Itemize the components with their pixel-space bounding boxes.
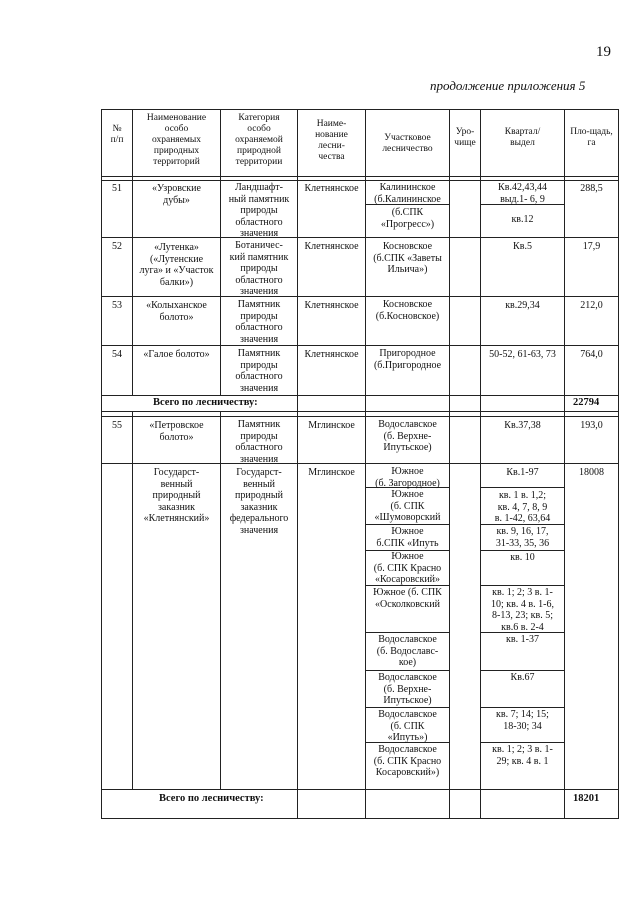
table-row-num: 55: [112, 420, 122, 431]
reserve-block: кв. 1 в. 1,2; кв. 4, 7, 8, 9 в. 1-42, 63,64: [494, 490, 551, 525]
table-row-block: кв.12: [511, 214, 534, 225]
table-row-district: Пригородное (б.Пригородное: [373, 348, 442, 371]
forestry-total-area: 18201: [573, 793, 600, 804]
reserve-forestry: Мглинское: [308, 467, 355, 478]
reserve-category: Государст- венный природный заказник федерального значения: [229, 467, 289, 536]
table-row-block: 50-52, 61-63, 73: [489, 349, 556, 360]
table-row-area: 764,0: [580, 349, 603, 360]
reserve-area: 18008: [579, 467, 604, 478]
reserve-district: Южное (б. СПК «Осколковский: [373, 587, 442, 610]
header-category: Категория особо охраняемой природной территории: [235, 113, 283, 167]
reserve-block: кв. 10: [510, 552, 535, 563]
table-row-category: Памятник природы областного значения: [235, 348, 283, 394]
reserve-district: Южное (б. Загородное): [375, 466, 440, 489]
header-block: Квартал/ выдел: [504, 127, 541, 148]
header-forestry: Наиме- нование лесни- чества: [315, 119, 348, 162]
reserve-district: Водославское (б. Верхне- Ипутьское): [378, 672, 437, 707]
header-tract: Уро- чище: [454, 127, 476, 148]
table-row-block: Кв.37,38: [504, 420, 541, 431]
table-row-name: «Лутенка» («Лутенские луга» и «Участок балки»): [139, 242, 214, 288]
table-row-name: «Галое болото»: [143, 349, 210, 360]
table-row-category: Ботаничес- кий памятник природы областного значения: [229, 240, 289, 298]
forestry-total-label: Всего по лесничеству:: [159, 793, 264, 804]
page-number: 19: [596, 44, 611, 60]
reserve-block: кв. 1; 2; 3 в. 1- 10; кв. 4 в. 1-6, 8-13, 23; кв. 5; кв.6 в. 2-4: [491, 587, 554, 633]
table-row-name: «Узровские дубы»: [152, 183, 201, 206]
header-name: Наименование особо охраняемых природных территорий: [146, 113, 207, 167]
table-row-num: 53: [112, 300, 122, 311]
table-row-district: Косновское (б.Косновское): [375, 299, 440, 322]
header-num: № п/п: [110, 124, 124, 145]
table-row-category: Ландшафт- ный памятник природы областного значения: [228, 182, 290, 240]
table-row-num: 52: [112, 241, 122, 252]
header-area: Пло-щадь, га: [570, 127, 613, 148]
table-row-forestry: Клетнянское: [304, 183, 359, 194]
continuation-caption: продолжение приложения 5: [430, 78, 586, 93]
reserve-district: Водославское (б. Водославс- кое): [376, 634, 439, 669]
table-row-category: Памятник природы областного значения: [235, 419, 283, 465]
table-row-district: (б.СПК «Прогресс»): [380, 207, 435, 230]
reserve-district: Южное (б. СПК Красно «Косаровский»: [373, 551, 442, 586]
table-row-district: Водославское (б. Верхне- Ипутьское): [378, 419, 437, 454]
reserve-district: Водославское (б. СПК Красно Косаровский»): [373, 744, 442, 779]
table-row-block: кв.29,34: [505, 300, 540, 311]
table-row-name: «Петровское болото»: [149, 420, 204, 443]
reserve-name: Государст- венный природный заказник «Клетнянский»: [143, 467, 210, 525]
reserve-block: кв. 1-37: [506, 634, 539, 645]
reserve-block: кв. 9, 16, 17, 31-33, 35, 36: [495, 526, 550, 549]
reserve-block: Кв.1-97: [506, 467, 539, 478]
table-row-forestry: Клетнянское: [304, 241, 359, 252]
table-row-area: 17,9: [582, 241, 601, 252]
protected-areas-table: [101, 109, 619, 818]
reserve-block: кв. 7; 14; 15; 18-30; 34: [496, 709, 549, 732]
reserve-district: Южное б.СПК «Ипуть: [376, 526, 439, 549]
table-row-category: Памятник природы областного значения: [235, 299, 283, 345]
table-row-district: Косновское (б.СПК «Заветы Ильича»): [373, 241, 442, 276]
forestry-total-label: Всего по лесничеству:: [153, 397, 258, 408]
table-row-name: «Колыханское болото»: [146, 300, 207, 323]
table-row-area: 193,0: [580, 420, 603, 431]
reserve-block: кв. 1; 2; 3 в. 1- 29; кв. 4 в. 1: [492, 744, 553, 767]
table-row-forestry: Мглинское: [308, 420, 355, 431]
header-district: Участковое лесничество: [382, 133, 433, 154]
reserve-district: Водославское (б. СПК «Ипуть»): [378, 709, 437, 744]
table-row-block: Кв.42,43,44 выд.1- 6, 9: [498, 182, 547, 205]
table-row-block: Кв.5: [513, 241, 532, 252]
table-row-num: 51: [112, 183, 122, 194]
table-row-area: 212,0: [580, 300, 603, 311]
table-row-area: 288,5: [580, 183, 603, 194]
table-row-num: 54: [112, 349, 122, 360]
reserve-district: Южное (б. СПК «Шумоворский: [374, 489, 441, 524]
table-row-forestry: Клетнянское: [304, 300, 359, 311]
reserve-block: Кв.67: [510, 672, 535, 683]
table-row-district: Калининское (б.Калининское: [374, 182, 441, 205]
forestry-total-area: 22794: [573, 397, 600, 408]
table-row-forestry: Клетнянское: [304, 349, 359, 360]
